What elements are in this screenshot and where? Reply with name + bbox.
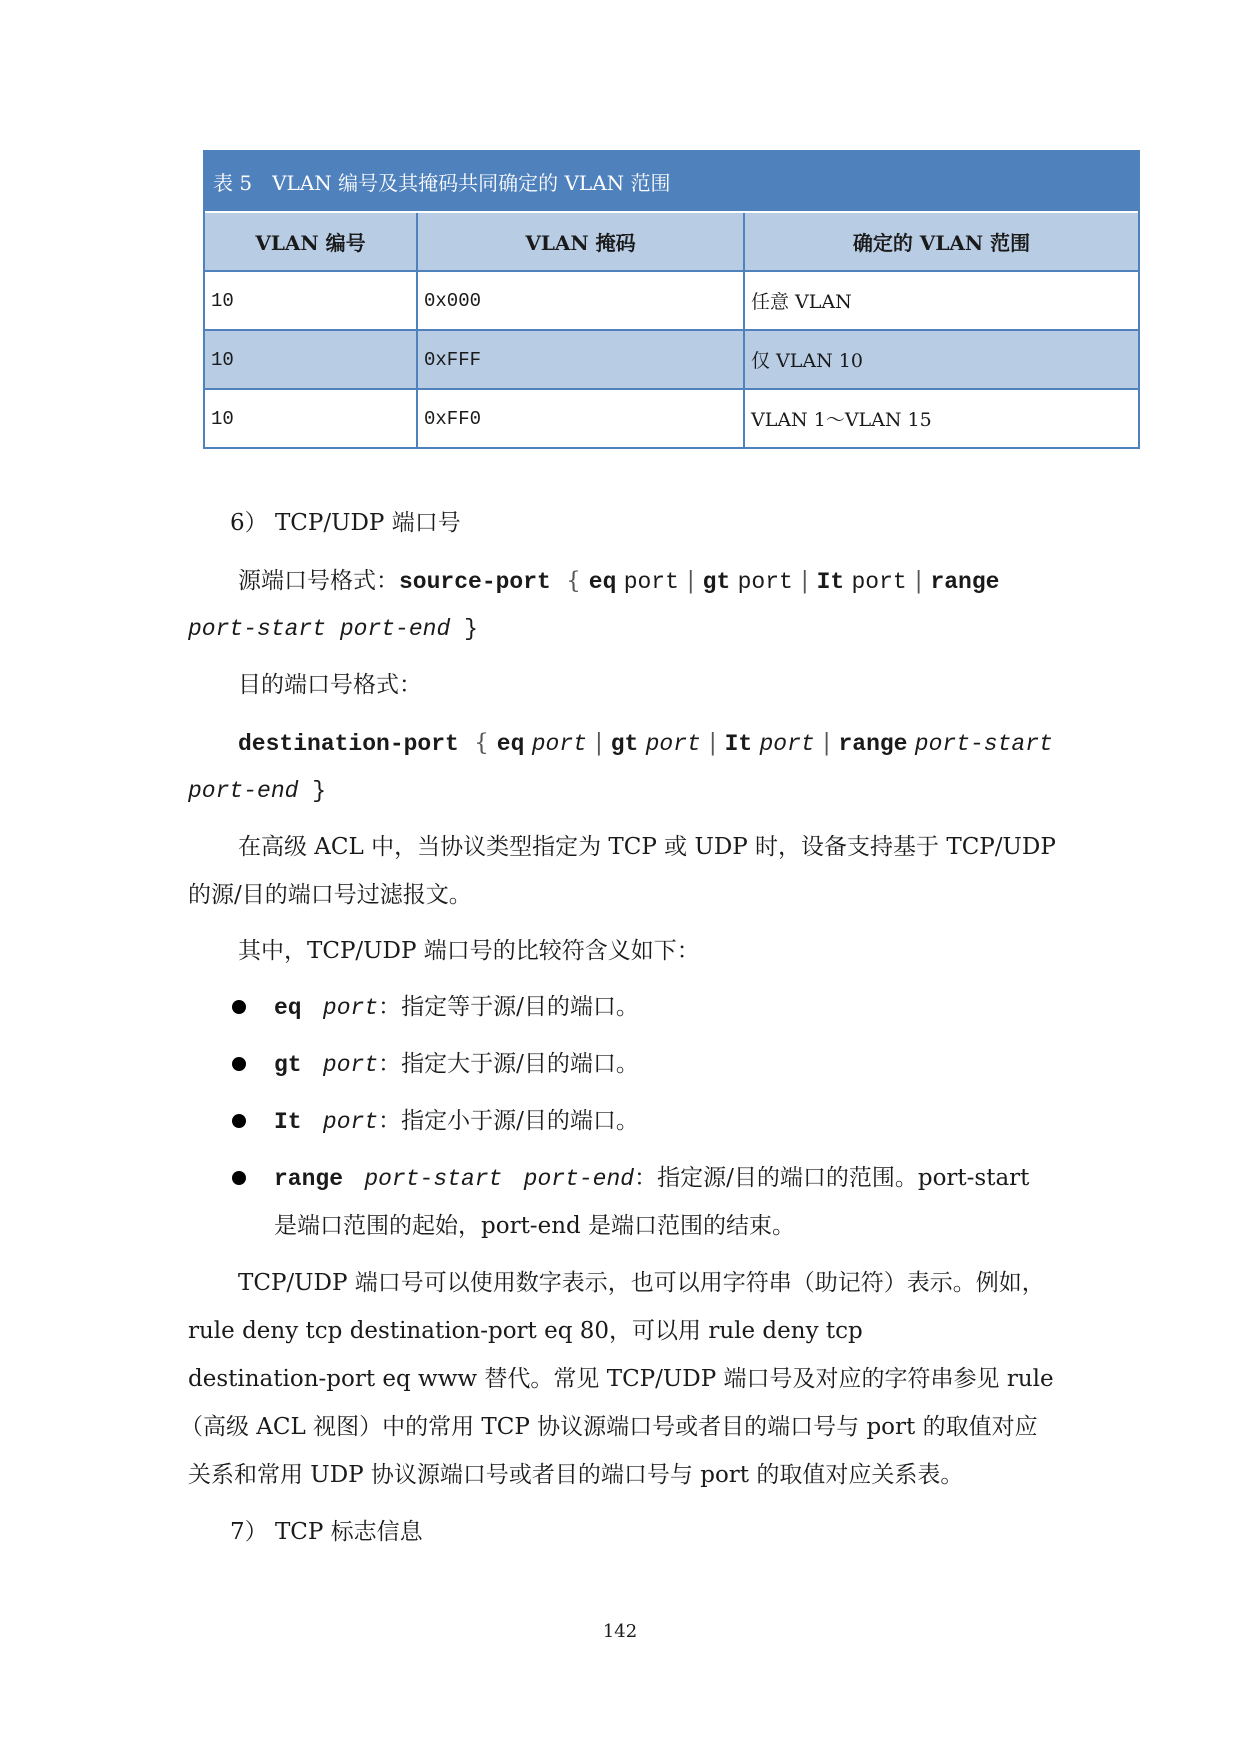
paragraph-line: rule deny tcp destination-port eq 80，可以用 rule deny tcp	[188, 1318, 863, 1344]
port-arg: port	[322, 1109, 379, 1135]
brace-close: }	[312, 778, 327, 804]
port-arg: port	[645, 731, 701, 757]
lt-keyword: It	[724, 731, 753, 757]
gt-keyword: gt	[274, 1052, 302, 1078]
port-arg: port	[322, 1052, 379, 1078]
lt-keyword: It	[274, 1109, 302, 1135]
table-header-cell: 确定的 VLAN 范围	[743, 213, 1138, 270]
brace-open: {	[566, 568, 581, 594]
bullet-range-cont: 是端口范围的起始，port-end 是端口范围的结束。	[274, 1213, 796, 1239]
vlan-range-table	[203, 150, 1140, 449]
range-keyword: range	[930, 569, 1000, 595]
table-caption	[205, 152, 1138, 213]
port-start-arg: port-start	[914, 731, 1053, 757]
separator: |	[686, 568, 695, 594]
table-cell: 仅 VLAN 10	[743, 331, 1138, 388]
table-cell: 10	[211, 407, 234, 430]
port-arg: port	[623, 569, 679, 595]
table-caption-number: 表 5	[213, 171, 253, 195]
eq-keyword: eq	[274, 995, 302, 1021]
table-cell: 10	[211, 348, 234, 371]
range-keyword: range	[838, 731, 908, 757]
bullet-lt	[274, 1106, 639, 1137]
source-port-format-cont	[188, 614, 478, 644]
bullet-desc: ：指定小于源/目的端口。	[378, 1108, 639, 1134]
table-cell: 10	[211, 289, 234, 312]
source-port-label: 源端口号格式：	[238, 568, 399, 594]
bullet-icon	[232, 1057, 246, 1071]
bullet-eq	[274, 992, 639, 1023]
port-end-arg: port-end	[523, 1166, 635, 1192]
gt-keyword: gt	[702, 569, 731, 595]
gt-keyword: gt	[610, 731, 639, 757]
range-keyword: range	[274, 1166, 344, 1192]
paragraph-line: 其中，TCP/UDP 端口号的比较符含义如下：	[238, 938, 700, 964]
separator: |	[914, 568, 923, 594]
source-port-format	[238, 566, 999, 597]
section-heading: 7） TCP 标志信息	[230, 1519, 423, 1545]
destination-port-format-cont	[188, 776, 326, 806]
paragraph-line: 的源/目的端口号过滤报文。	[188, 882, 472, 908]
paragraph-line: （高级 ACL 视图）中的常用 TCP 协议源端口号或者目的端口号与 port 的取值对应	[180, 1414, 1038, 1440]
brace-open: {	[474, 730, 489, 756]
port-arg: port	[322, 995, 379, 1021]
table-cell: 0xFFF	[416, 331, 743, 388]
table-cell: 任意 VLAN	[743, 272, 1138, 329]
destination-port-format	[238, 728, 1053, 759]
table-row	[205, 329, 1138, 388]
port-arg: port	[737, 569, 793, 595]
paragraph-line: TCP/UDP 端口号可以使用数字表示，也可以用字符串（助记符）表示。例如，	[238, 1270, 1045, 1296]
bullet-desc: ：指定等于源/目的端口。	[378, 994, 639, 1020]
bullet-range	[274, 1163, 1029, 1194]
port-start-arg: port-start	[364, 1166, 503, 1192]
paragraph-line: 关系和常用 UDP 协议源端口号或者目的端口号与 port 的取值对应关系表。	[188, 1462, 964, 1488]
eq-keyword: eq	[496, 731, 525, 757]
paragraph-line: 在高级 ACL 中，当协议类型指定为 TCP 或 UDP 时，设备支持基于 TCP/UDP	[238, 834, 1056, 860]
table-header-row	[205, 213, 1138, 270]
table-header-cell: VLAN 掩码	[416, 213, 743, 270]
separator: |	[594, 730, 603, 756]
port-start-arg: port-start	[188, 616, 327, 642]
port-arg: port	[851, 569, 907, 595]
port-end-arg: port-end	[188, 778, 299, 804]
port-arg: port	[759, 731, 815, 757]
port-arg: port	[531, 731, 587, 757]
separator: |	[800, 568, 809, 594]
separator: |	[708, 730, 717, 756]
paragraph-line: destination-port eq www 替代。常见 TCP/UDP 端口号及对应的字符串参见 rule	[188, 1366, 1054, 1392]
table-caption-text: VLAN 编号及其掩码共同确定的 VLAN 范围	[272, 171, 671, 195]
bullet-icon	[232, 1171, 246, 1185]
brace-close: }	[464, 616, 478, 642]
bullet-gt	[274, 1049, 639, 1080]
separator: |	[822, 730, 831, 756]
table-row	[205, 388, 1138, 447]
bullet-icon	[232, 1000, 246, 1014]
bullet-desc: ：指定源/目的端口的范围。port-start	[634, 1165, 1030, 1191]
table-cell: 0xFF0	[416, 390, 743, 447]
table-cell: 0x000	[416, 272, 743, 329]
table-cell: VLAN 1～VLAN 15	[743, 390, 1138, 447]
section-heading: 6） TCP/UDP 端口号	[230, 510, 461, 536]
page-number: 142	[602, 1621, 638, 1642]
eq-keyword: eq	[588, 569, 617, 595]
destination-port-keyword: destination-port	[238, 731, 459, 757]
bullet-desc: ：指定大于源/目的端口。	[378, 1051, 639, 1077]
destination-port-label: 目的端口号格式：	[238, 672, 422, 698]
source-port-keyword: source-port	[399, 569, 551, 595]
table-row	[205, 270, 1138, 329]
bullet-icon	[232, 1114, 246, 1128]
table-header-cell: VLAN 编号	[255, 231, 366, 255]
port-end-arg: port-end	[339, 616, 451, 642]
lt-keyword: It	[816, 569, 845, 595]
